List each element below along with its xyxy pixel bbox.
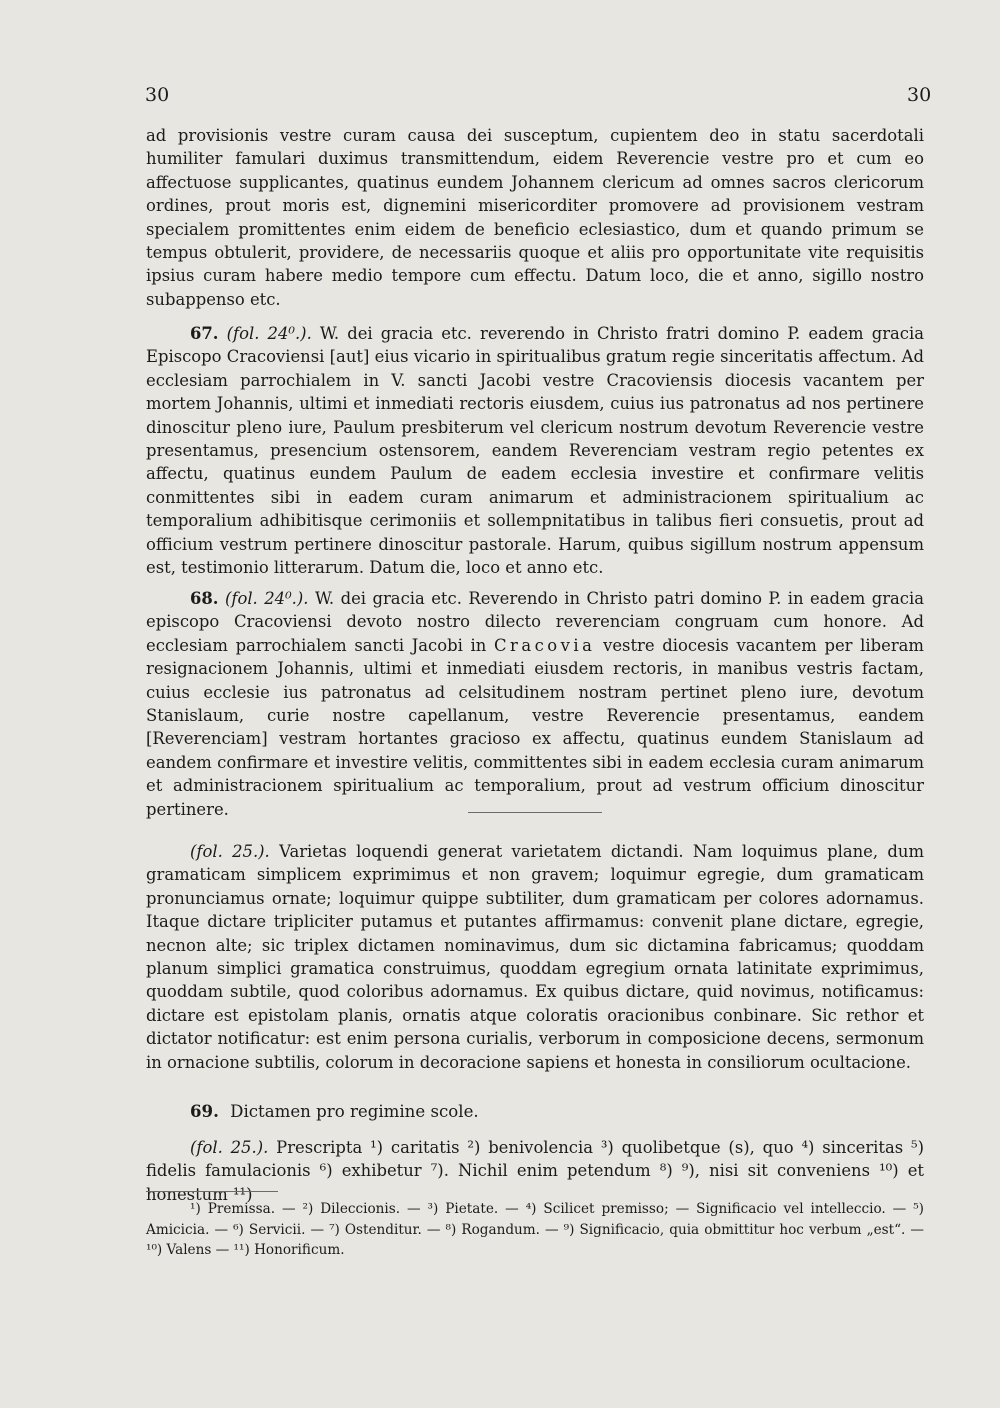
entry-69 [146, 1136, 924, 1206]
paragraph-continuation [146, 124, 924, 311]
page-number-right: 30 [907, 84, 932, 106]
folio-reference: (fol. 25.). [190, 1138, 269, 1157]
entry-number: 68. [190, 589, 219, 608]
entry-title: Dictamen pro regimine scole. [230, 1102, 479, 1121]
entry-number: 69. [190, 1101, 219, 1121]
entry-67 [146, 322, 924, 579]
entry-69-paragraph [146, 1136, 924, 1206]
section-divider [468, 812, 602, 813]
entry-text: W. dei gracia etc. reverendo in Christo fratri domino P. eadem gracia Episcopo Cracoviensi [aut] eius vicario in spiritualibus gratum regie sinceritatis affectum. Ad ecclesiam parrochialem in V. sancti Jacobi vestre Cracoviensis diocesis vacantem per mortem Johannis, ultimi et inmediati rectoris eiusdem, cuius ius patronatus ad nos pertinere dinoscitur pleno iure, Paulum presbiterum vel clericum nostrum devotum Reverencie vestre presentamus, presencium ostensorem, eandem Reverenciam vestram regio petentes ex affectu, quatinus eundem Paulum de eadem ecclesia investire et confirmare velitis conmittentes sibi in eadem curam animarum et administracionem spiritualium ac temporalium adhibitisque cerimoniis et sollempnitatibus in talibus fieri consuetis, prout ad officium vestrum pertinere dinoscitur pastorale. Harum, quibus sigillum nostrum appensum est, testimonio litterarum. Datum die, loco et anno etc. [146, 324, 924, 578]
entry-68 [146, 587, 924, 821]
folio-reference: (fol. 25.). [190, 842, 270, 861]
varietas-text-paragraph [146, 840, 924, 1074]
entry-68-paragraph [146, 587, 924, 821]
entry-text-before: W. dei gracia etc. Reverendo in Christo patri domino P. in eadem gracia episcopo Cracoviensi devoto nostro dilecto reverenciam congruam cum honore. Ad ecclesiam parrochialem sancti Jacobi in [146, 589, 925, 655]
footnotes-text: ¹) Premissa. — ²) Dileccionis. — ³) Pietate. — ⁴) Scilicet premisso; — Significacio vel intelleccio. — ⁵) Amicicia. — ⁶) Servicii. — ⁷) Ostenditur. — ⁸) Rogandum. — ⁹) Significacio, quia obmittitur hoc verbum „est“. — ¹⁰) Valens — ¹¹) Honorificum. [146, 1201, 924, 1258]
paragraph-text: ad provisionis vestre curam causa dei susceptum, cupientem deo in statu sacerdotali humiliter famulari duximus transmittendum, eidem Reverencie vestre pro et cum eo affectuose supplicantes, quatinus eundem Johannem clericum ad omnes sacros clericorum ordines, prout moris est, dignemini misericorditer promovere ad provisionem vestram specialem promittentes enim eidem de beneficio eclesiastico, dum et quando primum se tempus obtulerit, providere, de necessariis quoque et aliis pro opportunitate vite requisitis ipsius curam habere medio tempore cum effectu. Datum loco, die et anno, sigillo nostro subappenso etc. [146, 126, 924, 309]
place-name: Cracovia [493, 635, 596, 655]
entry-text: Prescripta ¹) caritatis ²) benivolencia ³) quolibetque (s), quo ⁴) sinceritas ⁵) fidelis famulacionis ⁶) exhibetur ⁷). Nichil enim petendum ⁸) ⁹), nisi sit conveniens ¹⁰) et honestum ¹¹) [146, 1138, 925, 1204]
varietas-paragraph [146, 840, 924, 1074]
entry-69-heading [190, 1100, 479, 1123]
entry-text-after: vestre diocesis vacantem per liberam resignacionem Johannis, ultimi et inmediati eiusdem rectoris, in manibus vestris factam, cuius ecclesie ius patronatus ad celsitudinem nostram pertinet pleno iure, devotum Stanislaum, curie nostre capellanum, vestre Reverencie presentamus, eandem [Reverenciam] vestram hortantes gracioso ex affectu, quatinus eundem Stanislaum ad eandem confirmare et investire velitis, committentes sibi in eadem ecclesia curam animarum et administracionem spiritualium ac temporalium, prout ad vestrum officium dinoscitur pertinere. [146, 635, 924, 819]
footnote-divider [146, 1191, 278, 1192]
entry-number: 67. [190, 324, 219, 343]
paragraph-text: Varietas loquendi generat varietatem dictandi. Nam loquimus plane, dum gramaticam simplicem exprimimus et non gravem; loquimur egregie, dum gramaticam pronunciamus ornate; loquimur quippe subtiliter, dum gramaticam per colores adornamus. Itaque dictare tripliciter putamus et putantes affirmamus: convenit plane dictare, egregie, necnon alte; sic triplex dictamen nominavimus, dum sic dictamina fabricamus; quoddam planum simplici gramatica construimus, quoddam egregium ornata latinitate exprimimus, quoddam subtile, quod coloribus adornamus. Ex quibus dictare, quid novimus, notificamus: dictare est epistolam planis, ornatis atque coloratis oracionibus conbinare. Sic rethor et dictator notificatur: est enim persona curialis, verborum in composicione decens, sermonum in ornacione subtilis, colorum in decoracione sapiens et honesta in consiliorum ocultacione. [146, 842, 924, 1072]
entry-67-paragraph [146, 322, 924, 579]
folio-reference: (fol. 24⁰.). [226, 324, 312, 343]
footnotes [146, 1199, 924, 1261]
folio-reference: (fol. 24⁰.). [224, 589, 309, 608]
page-number-left: 30 [145, 84, 170, 106]
